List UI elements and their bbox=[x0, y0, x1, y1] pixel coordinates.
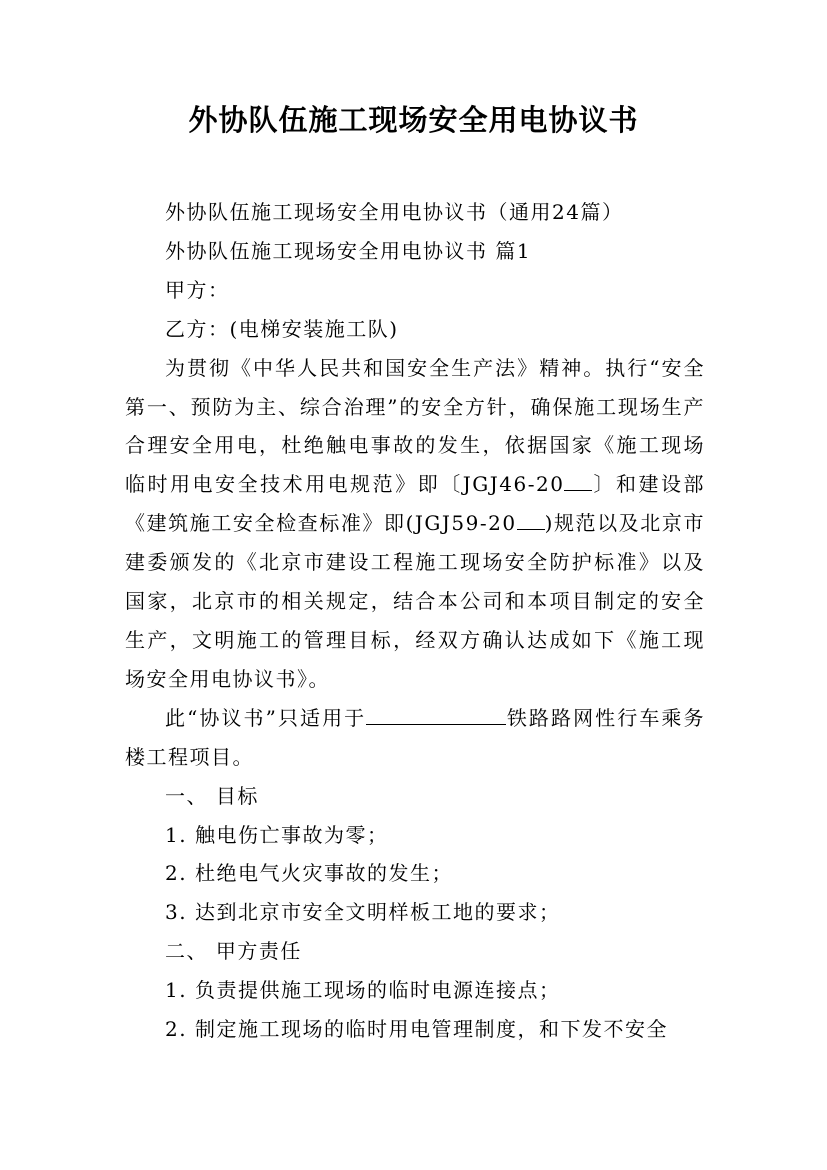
intro-text-1: 为贯彻《中华人民共和国安全生产法》精神。执行“安全第一、预防为主、综合治理”的安全方针，确保施工现场生产合理安全用电，杜绝触电事故的发生，依据国家《施工现场临时用电安全技术用电规范》即〔JGJ46-20 bbox=[125, 355, 705, 497]
section-1-heading: 一、 目标 bbox=[165, 783, 259, 808]
intro-paragraph bbox=[125, 349, 705, 699]
scope-text-1: 此“协议书”只适用于 bbox=[165, 705, 367, 730]
intro-text-2: 〕和建设部《建筑施工安全检查标准》即(JGJ59-20 bbox=[125, 472, 706, 536]
section-1-item-3: 3. 达到北京市安全文明样板工地的要求； bbox=[165, 900, 561, 925]
subtitle-line: 外协队伍施工现场安全用电协议书（通用24篇） bbox=[165, 200, 624, 224]
party-b-line: 乙方：(电梯安装施工队) bbox=[165, 316, 399, 341]
party-a-line: 甲方： bbox=[165, 277, 230, 302]
document-title: 外协队伍施工现场安全用电协议书 bbox=[188, 103, 639, 137]
project-name-blank bbox=[366, 703, 506, 725]
section-1-item-1: 1. 触电伤亡事故为零； bbox=[165, 822, 389, 847]
section-2-heading: 二、 甲方责任 bbox=[165, 939, 302, 964]
year-blank-2 bbox=[517, 508, 545, 530]
section-1-item-2: 2. 杜绝电气火灾事故的发生； bbox=[165, 861, 453, 886]
article-heading: 外协队伍施工现场安全用电协议书 篇1 bbox=[165, 238, 532, 263]
section-2-item-2: 2. 制定施工现场的临时用电管理制度，和下发不安全 bbox=[165, 1017, 668, 1042]
scope-paragraph bbox=[125, 699, 705, 777]
year-blank-1 bbox=[564, 469, 592, 491]
scope-text-2: 铁路路网性行车乘务楼工程项目。 bbox=[125, 705, 705, 769]
document-body bbox=[125, 193, 705, 1049]
section-2-item-1: 1. 负责提供施工现场的临时电源连接点； bbox=[165, 978, 561, 1003]
intro-text-3: )规范以及北京市建委颁发的《北京市建设工程施工现场安全防护标准》以及国家，北京市的相关规定，结合本公司和本项目制定的安全生产，文明施工的管理目标，经双方确认达成如下《施工现场安全用电协议书》。 bbox=[125, 511, 705, 691]
